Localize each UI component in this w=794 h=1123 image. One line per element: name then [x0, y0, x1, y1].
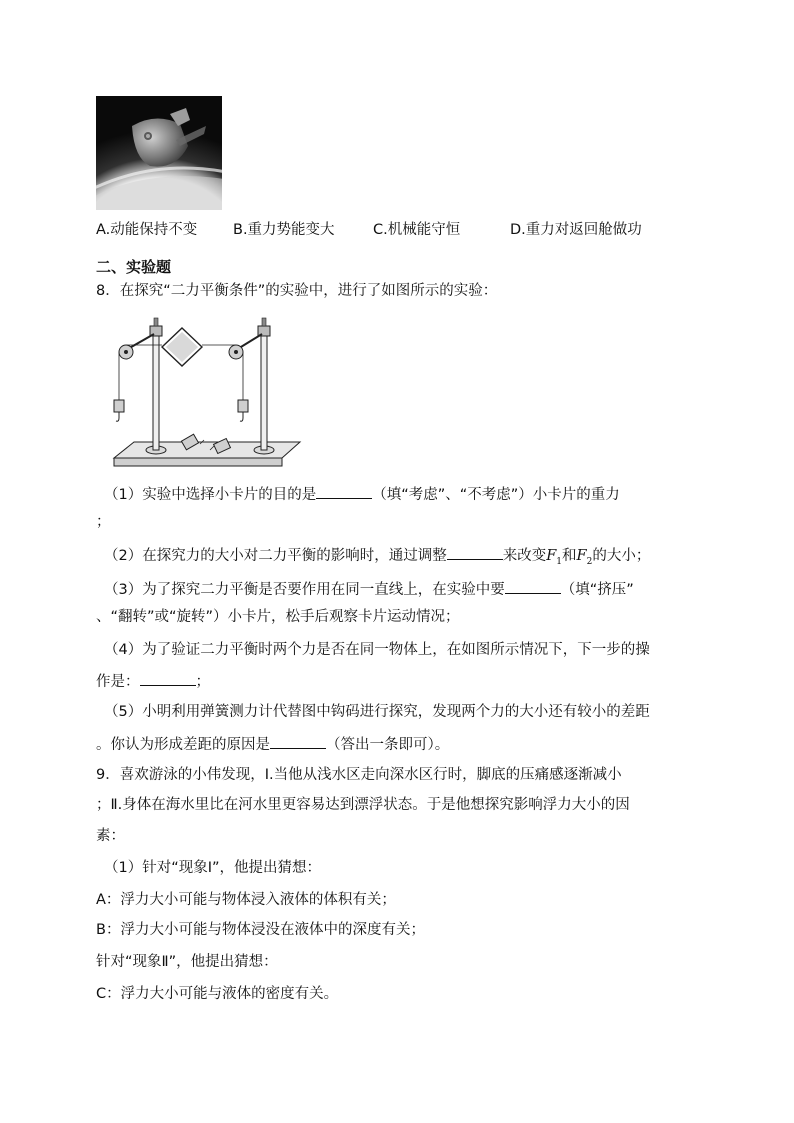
q8-part3-line1: （3）为了探究二力平衡是否要作用在同一直线上，在实验中要 （填“挤压” — [104, 578, 634, 600]
option-c: C.机械能守恒 — [373, 222, 461, 238]
capsule-photo — [96, 96, 222, 210]
answer-blank[interactable] — [140, 670, 196, 686]
two-force-apparatus-diagram — [104, 310, 304, 470]
q8-stem: 8．在探究“二力平衡条件”的实验中，进行了如图所示的实验： — [96, 283, 498, 299]
answer-blank[interactable] — [447, 544, 503, 560]
q8-part2: （2）在探究力的大小对二力平衡的影响时，通过调整 来改变$F_1$和$F_2$的大小； — [104, 544, 650, 572]
q8-part5-line1: （5）小明利用弹簧测力计代替图中钩码进行探究，发现两个力的大小还有较小的差距 — [104, 704, 650, 720]
answer-blank[interactable] — [505, 578, 561, 594]
q8-part3-line2: 、“翻转”或“旋转”）小卡片，松手后观察卡片运动情况； — [96, 609, 460, 625]
option-d: D.重力对返回舱做功 — [510, 222, 642, 238]
answer-blank[interactable] — [270, 733, 326, 749]
force-f2: $F_2$ — [576, 548, 593, 567]
q9-line7: 针对“现象Ⅱ”，他提出猜想： — [96, 954, 278, 970]
q9-line6: B：浮力大小可能与物体浸没在液体中的深度有关； — [96, 922, 425, 938]
q9-line1: 9．喜欢游泳的小伟发现，Ⅰ.当他从浅水区走向深水区行时，脚底的压痛感逐渐减小 — [96, 767, 622, 783]
q9-line4: （1）针对“现象Ⅰ”，他提出猜想： — [104, 860, 322, 876]
q8-part5-line2: 。你认为形成差距的原因是 （答出一条即可）。 — [96, 733, 449, 755]
q8-part1-line2: ； — [96, 514, 111, 530]
option-b: B.重力势能变大 — [233, 222, 335, 238]
q9-line5: A：浮力大小可能与物体浸入液体的体积有关； — [96, 892, 396, 908]
q9-line3: 素： — [96, 828, 125, 844]
option-a: A.动能保持不变 — [96, 222, 198, 238]
answer-blank[interactable] — [316, 483, 372, 499]
q8-part1-line1: （1）实验中选择小卡片的目的是 （填“考虑”、“不考虑”）小卡片的重力 — [104, 483, 620, 505]
q8-part4-line2: 作是： ； — [96, 670, 210, 692]
section-title: 二、实验题 — [96, 258, 172, 276]
q8-part4-line1: （4）为了验证二力平衡时两个力是否在同一物体上，在如图所示情况下，下一步的操 — [104, 642, 650, 658]
q9-line8: C：浮力大小可能与液体的密度有关。 — [96, 986, 339, 1002]
q9-line2: ；Ⅱ.身体在海水里比在河水里更容易达到漂浮状态。于是他想探究影响浮力大小的因 — [96, 797, 630, 813]
force-f1: $F_1$ — [546, 548, 563, 567]
